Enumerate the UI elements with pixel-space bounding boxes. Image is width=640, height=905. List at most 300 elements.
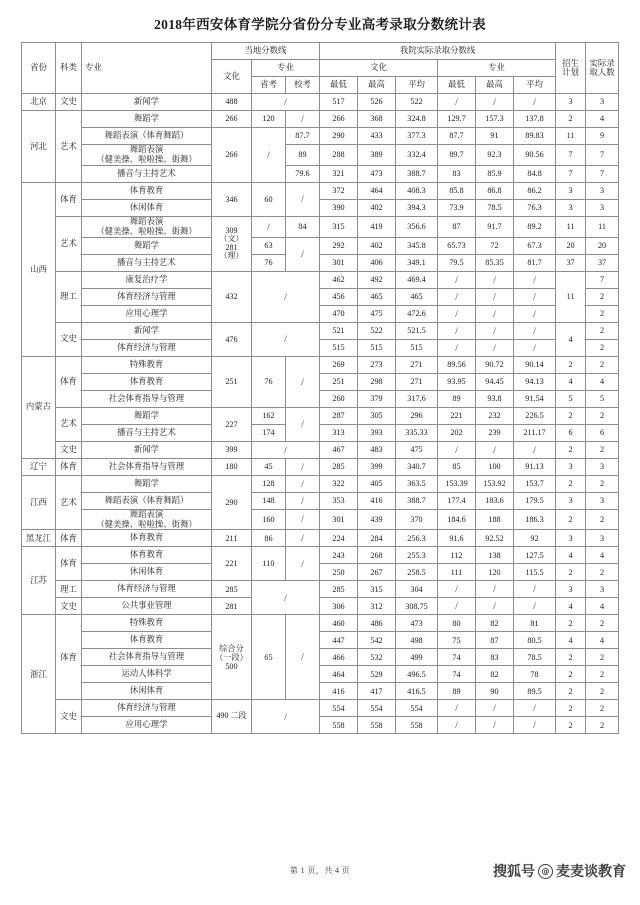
- cell-culture-min: 462: [319, 271, 357, 288]
- cell-culture-min: 315: [319, 216, 357, 237]
- cell-specialty-avg: 91.13: [513, 458, 555, 475]
- cell-local-school-exam: /: [285, 530, 319, 547]
- cell-specialty-min: 79.5: [437, 254, 475, 271]
- cell-culture-max: 465: [357, 288, 395, 305]
- table-header: [21, 43, 618, 94]
- header-specialty-min: 最低: [437, 77, 475, 94]
- cell-culture-min: 301: [319, 509, 357, 530]
- cell-specialty-max: 94.45: [475, 373, 513, 390]
- table-row: [21, 356, 618, 373]
- cell-plan: 2: [556, 683, 586, 700]
- cell-province-辽宁: 辽宁: [21, 458, 55, 475]
- header-row-1: [21, 43, 618, 60]
- cell-specialty-max: /: [475, 271, 513, 288]
- table-row: [21, 475, 618, 492]
- cell-actual: 2: [586, 339, 619, 356]
- cell-local-prov-exam: 174: [251, 424, 285, 441]
- cell-major: 休闲体育: [81, 199, 211, 216]
- cell-specialty-avg: 89.2: [513, 216, 555, 237]
- cell-plan: 7: [556, 145, 586, 166]
- cell-specialty-avg: 90.56: [513, 145, 555, 166]
- cell-major: 运动人体科学: [81, 666, 211, 683]
- cell-culture-avg: 473: [395, 615, 437, 632]
- table-row: [21, 305, 618, 322]
- cell-local-culture: 180: [211, 458, 251, 475]
- cell-local-prov-exam: /: [251, 700, 319, 734]
- cell-culture-avg: 296: [395, 407, 437, 424]
- header-plan-line2: 计划: [562, 68, 579, 77]
- cell-local-school-exam: /: [285, 407, 319, 441]
- cell-specialty-max: 83: [475, 649, 513, 666]
- cell-actual: 2: [586, 717, 619, 734]
- cell-plan: 2: [556, 356, 586, 373]
- cell-culture-min: 250: [319, 564, 357, 581]
- cell-local-prov-exam: 45: [251, 458, 285, 475]
- cell-province-江西: 江西: [21, 475, 55, 530]
- table-row: [21, 509, 618, 530]
- cell-specialty-max: 239: [475, 424, 513, 441]
- cell-specialty-avg: 179.5: [513, 492, 555, 509]
- cell-specialty-min: 93.95: [437, 373, 475, 390]
- cell-culture-max: 475: [357, 305, 395, 322]
- cell-specialty-max: 92.3: [475, 145, 513, 166]
- cell-local-culture: 综合分 （一段） 500: [211, 615, 251, 700]
- table-row: [21, 165, 618, 182]
- cell-culture-avg: 558: [395, 717, 437, 734]
- cell-culture-max: 419: [357, 216, 395, 237]
- cell-plan: 6: [556, 424, 586, 441]
- cell-actual: 7: [586, 145, 619, 166]
- cell-culture-min: 292: [319, 237, 357, 254]
- header-culture-max: 最高: [357, 77, 395, 94]
- cell-major: 舞蹈表演 （健美操、啦啦操、街舞）: [81, 145, 211, 166]
- cell-culture-avg: 388.7: [395, 165, 437, 182]
- cell-category-理工: 理工: [55, 271, 81, 322]
- cell-specialty-avg: 67.3: [513, 237, 555, 254]
- cell-actual: 4: [586, 373, 619, 390]
- cell-specialty-min: 74: [437, 649, 475, 666]
- cell-major: 体育经济与管理: [81, 700, 211, 717]
- table-row: [21, 182, 618, 199]
- cell-culture-avg: 256.3: [395, 530, 437, 547]
- cell-actual: 4: [586, 632, 619, 649]
- cell-specialty-min: 85: [437, 458, 475, 475]
- cell-plan: 2: [556, 441, 586, 458]
- cell-plan: 2: [556, 615, 586, 632]
- cell-major: 新闻学: [81, 94, 211, 111]
- cell-local-school-exam: /: [285, 547, 319, 581]
- table-row: [21, 216, 618, 237]
- cell-specialty-min: 221: [437, 407, 475, 424]
- cell-local-school-exam: 79.6: [285, 165, 319, 182]
- cell-province-黑龙江: 黑龙江: [21, 530, 55, 547]
- cell-specialty-avg: 81.7: [513, 254, 555, 271]
- cell-culture-avg: 377.3: [395, 128, 437, 145]
- table-row: [21, 237, 618, 254]
- cell-specialty-avg: /: [513, 305, 555, 322]
- cell-culture-min: 287: [319, 407, 357, 424]
- cell-local-prov-exam: /: [251, 216, 285, 237]
- cell-culture-avg: 496.5: [395, 666, 437, 683]
- cell-major: 体育教育: [81, 547, 211, 564]
- table-row: [21, 111, 618, 128]
- cell-local-culture: 290: [211, 475, 251, 530]
- cell-specialty-max: /: [475, 94, 513, 111]
- cell-actual: 2: [586, 475, 619, 492]
- cell-specialty-max: 87: [475, 632, 513, 649]
- cell-category-体育: 体育: [55, 182, 81, 216]
- cell-actual: 2: [586, 615, 619, 632]
- table-body: [21, 94, 618, 734]
- cell-specialty-avg: /: [513, 94, 555, 111]
- cell-province-内蒙古: 内蒙古: [21, 356, 55, 458]
- cell-culture-min: 515: [319, 339, 357, 356]
- cell-local-prov-exam: 120: [251, 111, 285, 128]
- cell-specialty-min: 65.73: [437, 237, 475, 254]
- cell-culture-max: 405: [357, 475, 395, 492]
- cell-specialty-min: /: [437, 717, 475, 734]
- cell-culture-min: 313: [319, 424, 357, 441]
- cell-culture-min: 470: [319, 305, 357, 322]
- cell-plan: 3: [556, 94, 586, 111]
- cell-culture-max: 379: [357, 390, 395, 407]
- cell-culture-max: 486: [357, 615, 395, 632]
- cell-specialty-min: 129.7: [437, 111, 475, 128]
- cell-specialty-max: /: [475, 700, 513, 717]
- cell-specialty-avg: /: [513, 700, 555, 717]
- cell-specialty-avg: /: [513, 322, 555, 339]
- cell-specialty-min: /: [437, 700, 475, 717]
- cell-culture-max: 402: [357, 199, 395, 216]
- cell-plan: 3: [556, 458, 586, 475]
- cell-local-culture: 281: [211, 598, 251, 615]
- cell-plan: 7: [556, 165, 586, 182]
- cell-plan: 3: [556, 492, 586, 509]
- cell-plan: 5: [556, 390, 586, 407]
- cell-specialty-max: 72: [475, 237, 513, 254]
- cell-culture-max: 526: [357, 94, 395, 111]
- table-row: [21, 581, 618, 598]
- cell-actual: 2: [586, 288, 619, 305]
- cell-specialty-avg: 186.3: [513, 509, 555, 530]
- cell-specialty-max: 92.52: [475, 530, 513, 547]
- cell-local-school-exam: /: [285, 509, 319, 530]
- cell-culture-min: 467: [319, 441, 357, 458]
- cell-major: 舞蹈表演（体育舞蹈）: [81, 128, 211, 145]
- watermark-suffix: 麦麦谈教育: [556, 864, 626, 880]
- cell-culture-max: 464: [357, 182, 395, 199]
- header-actual-line2: 取人数: [589, 68, 615, 77]
- cell-plan: 2: [556, 111, 586, 128]
- cell-actual: 3: [586, 199, 619, 216]
- cell-plan: 2: [556, 717, 586, 734]
- cell-specialty-avg: 84.8: [513, 165, 555, 182]
- table-row: [21, 547, 618, 564]
- cell-culture-avg: 271: [395, 373, 437, 390]
- cell-specialty-avg: 90.14: [513, 356, 555, 373]
- header-local-culture: 文化: [211, 60, 251, 94]
- cell-local-prov-exam: 76: [251, 356, 285, 407]
- cell-actual: 3: [586, 530, 619, 547]
- table-row: [21, 598, 618, 615]
- cell-category-体育: 体育: [55, 356, 81, 407]
- cell-culture-min: 447: [319, 632, 357, 649]
- cell-specialty-avg: /: [513, 288, 555, 305]
- cell-culture-avg: 394.3: [395, 199, 437, 216]
- cell-category-文史: 文史: [55, 441, 81, 458]
- cell-local-school-exam: /: [285, 356, 319, 407]
- cell-actual: 2: [586, 441, 619, 458]
- cell-specialty-min: 202: [437, 424, 475, 441]
- cell-specialty-min: 89: [437, 390, 475, 407]
- cell-culture-min: 416: [319, 683, 357, 700]
- table-row: [21, 666, 618, 683]
- cell-culture-max: 305: [357, 407, 395, 424]
- cell-culture-max: 492: [357, 271, 395, 288]
- cell-culture-avg: 258.5: [395, 564, 437, 581]
- cell-major: 体育经济与管理: [81, 288, 211, 305]
- cell-local-prov-exam: 65: [251, 615, 285, 700]
- cell-local-school-exam: /: [285, 458, 319, 475]
- cell-major: 舞蹈学: [81, 111, 211, 128]
- table-row: [21, 288, 618, 305]
- cell-local-culture: 266: [211, 111, 251, 128]
- cell-actual: 2: [586, 666, 619, 683]
- cell-culture-max: 417: [357, 683, 395, 700]
- cell-specialty-avg: 115.5: [513, 564, 555, 581]
- cell-culture-min: 290: [319, 128, 357, 145]
- cell-category-体育: 体育: [55, 530, 81, 547]
- cell-culture-avg: 308.75: [395, 598, 437, 615]
- cell-actual: 9: [586, 128, 619, 145]
- cell-specialty-max: 232: [475, 407, 513, 424]
- cell-culture-min: 456: [319, 288, 357, 305]
- cell-culture-avg: 475: [395, 441, 437, 458]
- cell-category-文史: 文史: [55, 700, 81, 734]
- cell-culture-avg: 515: [395, 339, 437, 356]
- cell-local-culture: 285: [211, 581, 251, 598]
- watermark-badge-icon: @: [538, 864, 553, 879]
- cell-specialty-min: 87.7: [437, 128, 475, 145]
- watermark-prefix: 搜狐号: [493, 864, 535, 880]
- cell-local-culture: 490 二段: [211, 700, 251, 734]
- cell-actual: 2: [586, 322, 619, 339]
- cell-culture-avg: 472.6: [395, 305, 437, 322]
- cell-culture-avg: 271: [395, 356, 437, 373]
- cell-specialty-avg: 89.5: [513, 683, 555, 700]
- cell-culture-max: 368: [357, 111, 395, 128]
- cell-culture-avg: 416.5: [395, 683, 437, 700]
- cell-specialty-avg: 94.13: [513, 373, 555, 390]
- cell-local-school-exam: 84: [285, 216, 319, 237]
- cell-actual: 2: [586, 509, 619, 530]
- cell-local-culture: 221: [211, 547, 251, 581]
- cell-major: 公共事业管理: [81, 598, 211, 615]
- cell-specialty-max: 153.92: [475, 475, 513, 492]
- cell-local-prov-exam: 76: [251, 254, 285, 271]
- cell-major: 社会体育指导与管理: [81, 649, 211, 666]
- table-row: [21, 128, 618, 145]
- cell-actual: 11: [586, 216, 619, 237]
- cell-specialty-min: 89.56: [437, 356, 475, 373]
- cell-specialty-min: 177.4: [437, 492, 475, 509]
- cell-actual: 2: [586, 356, 619, 373]
- table-row: [21, 271, 618, 288]
- cell-culture-min: 288: [319, 145, 357, 166]
- cell-actual: 2: [586, 683, 619, 700]
- cell-specialty-min: 87: [437, 216, 475, 237]
- cell-specialty-min: /: [437, 322, 475, 339]
- cell-plan: 2: [556, 649, 586, 666]
- cell-major: 播音与主持艺术: [81, 254, 211, 271]
- cell-culture-min: 321: [319, 165, 357, 182]
- cell-culture-max: 433: [357, 128, 395, 145]
- cell-culture-max: 273: [357, 356, 395, 373]
- cell-culture-min: 372: [319, 182, 357, 199]
- cell-category-体育: 体育: [55, 458, 81, 475]
- cell-specialty-avg: /: [513, 598, 555, 615]
- table-row: [21, 441, 618, 458]
- cell-culture-max: 554: [357, 700, 395, 717]
- cell-culture-avg: 522: [395, 94, 437, 111]
- cell-culture-max: 439: [357, 509, 395, 530]
- cell-culture-min: 466: [319, 649, 357, 666]
- cell-local-culture: 211: [211, 530, 251, 547]
- header-local-specialty: 专业: [251, 60, 319, 77]
- cell-specialty-max: /: [475, 288, 513, 305]
- table-row: [21, 199, 618, 216]
- cell-culture-min: 464: [319, 666, 357, 683]
- cell-specialty-max: 188: [475, 509, 513, 530]
- cell-specialty-avg: /: [513, 441, 555, 458]
- cell-culture-max: 393: [357, 424, 395, 441]
- cell-culture-avg: 388.7: [395, 492, 437, 509]
- cell-specialty-max: 93.8: [475, 390, 513, 407]
- cell-culture-min: 243: [319, 547, 357, 564]
- admission-score-table: [21, 42, 619, 734]
- cell-specialty-max: 91: [475, 128, 513, 145]
- cell-major: 休闲体育: [81, 564, 211, 581]
- cell-plan: 2: [556, 407, 586, 424]
- cell-specialty-min: 91.6: [437, 530, 475, 547]
- cell-specialty-min: 89: [437, 683, 475, 700]
- cell-major: 休闲体育: [81, 683, 211, 700]
- cell-culture-min: 285: [319, 581, 357, 598]
- cell-major: 特殊教育: [81, 356, 211, 373]
- cell-major: 体育教育: [81, 632, 211, 649]
- cell-plan: 2: [556, 509, 586, 530]
- cell-culture-max: 389: [357, 145, 395, 166]
- cell-specialty-min: 75: [437, 632, 475, 649]
- cell-major: 社会体育指导与管理: [81, 390, 211, 407]
- cell-specialty-avg: 76.3: [513, 199, 555, 216]
- cell-culture-min: 460: [319, 615, 357, 632]
- cell-local-school-exam: /: [285, 237, 319, 271]
- table-row: [21, 424, 618, 441]
- cell-local-culture: 488: [211, 94, 251, 111]
- cell-specialty-min: /: [437, 581, 475, 598]
- table-row: [21, 717, 618, 734]
- cell-local-prov-exam: 160: [251, 509, 285, 530]
- page-footer: [0, 861, 640, 891]
- cell-specialty-avg: 81: [513, 615, 555, 632]
- table-row: [21, 322, 618, 339]
- table-row: [21, 373, 618, 390]
- cell-culture-max: 473: [357, 165, 395, 182]
- cell-specialty-min: /: [437, 441, 475, 458]
- cell-plan: 2: [556, 700, 586, 717]
- cell-specialty-max: 120: [475, 564, 513, 581]
- cell-category-艺术: 艺术: [55, 407, 81, 441]
- cell-specialty-max: 82: [475, 615, 513, 632]
- cell-local-prov-exam: 128: [251, 475, 285, 492]
- cell-actual: 3: [586, 581, 619, 598]
- cell-specialty-max: /: [475, 717, 513, 734]
- header-province: 省份: [21, 43, 55, 94]
- cell-major: 舞蹈表演 （健美操、啦啦操、街舞）: [81, 509, 211, 530]
- header-provincial-exam: 省考: [251, 77, 285, 94]
- cell-category-艺术: 艺术: [55, 216, 81, 271]
- cell-actual: 2: [586, 649, 619, 666]
- cell-specialty-max: /: [475, 441, 513, 458]
- cell-specialty-avg: 86.2: [513, 182, 555, 199]
- cell-culture-max: 522: [357, 322, 395, 339]
- cell-local-specialty-merged: /: [251, 322, 319, 356]
- cell-culture-avg: 370: [395, 509, 437, 530]
- cell-culture-max: 267: [357, 564, 395, 581]
- cell-culture-avg: 345.8: [395, 237, 437, 254]
- table-row: [21, 564, 618, 581]
- cell-specialty-avg: /: [513, 339, 555, 356]
- cell-actual: 4: [586, 111, 619, 128]
- cell-specialty-max: /: [475, 305, 513, 322]
- header-culture-min: 最低: [319, 77, 357, 94]
- cell-culture-min: 266: [319, 111, 357, 128]
- cell-local-prov-exam: /: [251, 128, 285, 183]
- cell-major: 舞蹈学: [81, 237, 211, 254]
- cell-culture-max: 284: [357, 530, 395, 547]
- cell-specialty-min: 184.6: [437, 509, 475, 530]
- cell-specialty-min: 112: [437, 547, 475, 564]
- cell-specialty-max: 157.3: [475, 111, 513, 128]
- cell-local-prov-exam: 63: [251, 237, 285, 254]
- cell-specialty-avg: 89.83: [513, 128, 555, 145]
- table-row: [21, 530, 618, 547]
- cell-culture-max: 315: [357, 581, 395, 598]
- cell-specialty-max: 85.35: [475, 254, 513, 271]
- cell-specialty-min: 85.8: [437, 182, 475, 199]
- cell-plan: 4: [556, 322, 586, 356]
- cell-specialty-avg: 78.5: [513, 649, 555, 666]
- cell-actual: 3: [586, 458, 619, 475]
- cell-local-culture: 346: [211, 182, 251, 216]
- cell-culture-max: 529: [357, 666, 395, 683]
- cell-category-体育: 体育: [55, 615, 81, 700]
- cell-culture-avg: 255.3: [395, 547, 437, 564]
- cell-local-culture: 251: [211, 356, 251, 407]
- cell-specialty-avg: 92: [513, 530, 555, 547]
- cell-culture-avg: 304: [395, 581, 437, 598]
- cell-specialty-avg: 78: [513, 666, 555, 683]
- cell-culture-max: 483: [357, 441, 395, 458]
- cell-specialty-max: /: [475, 598, 513, 615]
- cell-local-school-exam: /: [285, 475, 319, 492]
- cell-specialty-min: /: [437, 339, 475, 356]
- page-number: 第 1 页，共 4 页: [289, 866, 351, 875]
- cell-local-specialty-merged: /: [251, 94, 319, 111]
- header-plan-line1: 招生: [562, 58, 579, 68]
- cell-plan: 3: [556, 530, 586, 547]
